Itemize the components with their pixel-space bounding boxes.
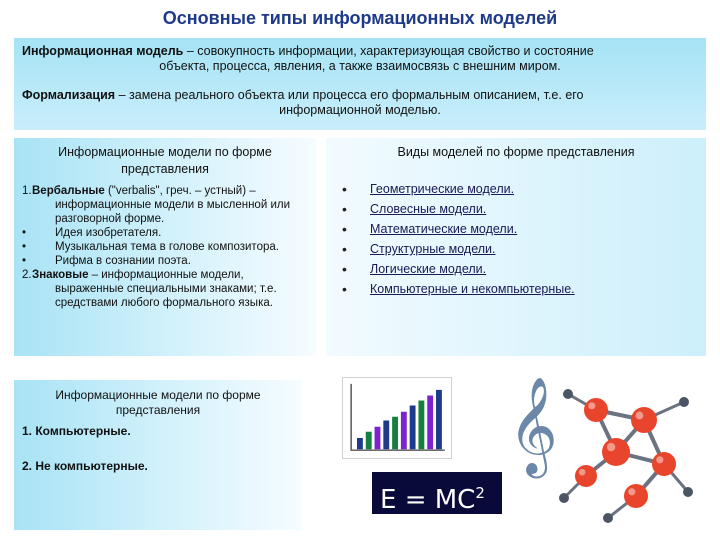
model-text-2: объекта, процесса, явления, а также взаимосвязь с внешним миром. [159,59,561,73]
model-type-text: Геометрические модели. [370,182,515,196]
model-types-box [326,138,706,356]
model-type-item [342,239,698,259]
computer-models-box [14,380,302,530]
bullet-icon: • [342,221,347,237]
bullet-icon: • [342,261,347,277]
atom-highlight [588,402,595,409]
chart-bar [366,432,372,449]
item-term: Знаковые [32,269,89,281]
left-list-item [22,240,308,254]
bullet-icon: • [22,227,27,239]
model-type-text: Логические модели. [370,262,487,276]
definitions-box [14,38,706,130]
model-type-item [342,179,698,199]
item-text: – информационные модели, выраженные специальными знаками; т.е. средствами любого формального языка. [55,269,277,309]
molecule-atom [652,452,676,476]
chart-bar [410,406,416,450]
model-type-item [342,279,698,299]
molecule-small-atom [679,397,689,407]
model-type-text: Словесные модели. [370,202,487,216]
atom-highlight [636,412,644,420]
formalization-definition [22,88,698,118]
chart-bar [383,420,389,449]
left-list-item [22,226,308,240]
model-type-text: Математические модели. [370,222,518,236]
model-definition [22,44,698,74]
formal-term: Формализация [22,88,116,102]
formal-text-1: – замена реального объекта или процесса его формальным описанием, т.е. его [115,88,584,102]
non-computer-models-line [22,459,294,474]
bar-chart-illustration [342,377,452,459]
left-box-list [22,184,308,310]
chart-bar [427,396,433,450]
molecule-small-atom [603,513,613,523]
chart-bar [401,412,407,449]
non-computer-label: 2. Не компьютерные. [22,459,148,473]
molecule-small-atom [559,493,569,503]
chart-bar [375,427,381,449]
molecule-small-atom [683,487,693,497]
atom-highlight [656,456,663,463]
molecule-illustration [556,380,706,530]
formula-image [372,472,502,514]
chart-bar [392,417,398,449]
item-text: Музыкальная тема в голове композитора. [55,241,279,253]
formula-exponent: 2 [475,484,485,502]
model-type-text: Компьютерные и некомпьютерные. [370,282,575,296]
model-text-1: – совокупность информации, характеризующая свойство и состояние [183,44,594,58]
formal-text-2: информационной моделью. [279,103,441,117]
molecule-atom [624,484,648,508]
left-list-item [22,254,308,268]
item-term: Вербальные [32,185,105,197]
molecule-atom [602,438,630,466]
page-title: Основные типы информационных моделей [162,8,558,28]
formula-base: E = MC [380,485,476,515]
model-types-list [342,179,698,299]
bullet-icon: • [342,241,347,257]
model-type-item [342,259,698,279]
left-list-item [22,268,308,310]
right-box-heading: Виды моделей по форме представления [397,145,635,159]
bullet-icon: • [342,281,347,297]
chart-bar [357,438,363,449]
left-list-item [22,184,308,226]
item-text: Рифма в сознании поэта. [55,255,191,267]
bullet-icon: • [342,181,347,197]
bullet-icon: • [22,255,27,267]
bottom-box-heading: Информационные модели по форме представления [55,388,261,417]
chart-bar [436,390,442,449]
atom-highlight [579,469,586,476]
left-box-heading: Информационные модели по форме представления [58,145,272,176]
molecule-atom [584,398,608,422]
atom-highlight [628,488,635,495]
verbal-sign-models-box [14,138,316,356]
bullet-icon: • [22,241,27,253]
model-term: Информационная модель [22,44,184,58]
computer-models-line: 1. Компьютерные. [22,424,131,438]
item-text: ("verbalis", греч. – устный) – информационные модели в мысленной или разговорной форме. [55,185,291,225]
molecule-atom [575,465,597,487]
model-type-item [342,199,698,219]
bullet-icon: • [342,201,347,217]
molecule-small-atom [563,389,573,399]
model-type-item [342,219,698,239]
item-number: 2. [22,269,32,281]
item-text: Идея изобретателя. [55,227,162,239]
item-number: 1. [22,185,32,197]
treble-clef-icon: 𝄞 [508,376,558,474]
model-type-text: Структурные модели. [370,242,496,256]
chart-bar [418,401,424,450]
atom-highlight [607,443,615,451]
molecule-atom [631,407,657,433]
